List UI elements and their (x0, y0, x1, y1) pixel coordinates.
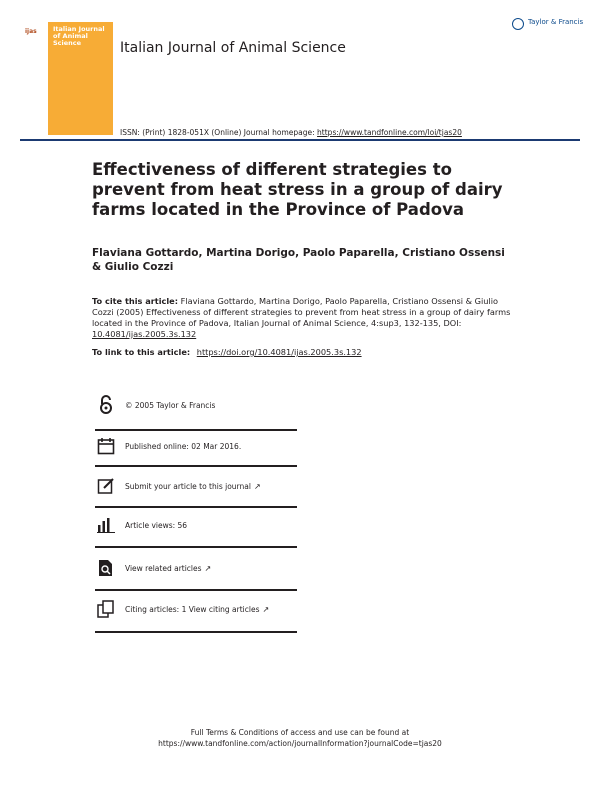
journal-homepage-link[interactable]: https://www.tandfonline.com/loi/tjas20 (317, 128, 462, 137)
citation-block (92, 296, 522, 340)
publisher-logo-icon (512, 18, 524, 30)
submit-article-link[interactable]: Submit your article to this journal (125, 481, 251, 491)
published-date: Published online: 02 Mar 2016. (125, 441, 242, 451)
cover-strip (20, 22, 48, 135)
cover-logo: ijas (25, 28, 37, 35)
issn-line (120, 128, 462, 137)
view-related-link[interactable]: View related articles (125, 563, 202, 573)
info-separator (95, 631, 297, 633)
edit-icon (95, 475, 117, 497)
article-link-label: To link to this article: (92, 347, 191, 357)
external-link-icon: ↗ (262, 604, 270, 614)
footer-terms-url[interactable]: https://www.tandfonline.com/action/journalInformation?journalCode=tjas20 (158, 739, 442, 748)
citing-articles-link[interactable]: Citing articles: 1 View citing articles (125, 604, 260, 614)
publisher-name: Taylor & Francis (528, 18, 584, 26)
citation-text: Flaviana Gottardo, Martina Dorigo, Paolo Paparella, Cristiano Ossensi & Giulio Cozzi (2005) Effectiveness of different strategies to prevent from heat stress in a group of dairy farms located in the Province of Padova, Italian Journal of Animal Science, 4:sup3, 132-135, DOI: (92, 296, 511, 328)
open-access-icon (95, 394, 117, 416)
related-search-icon (95, 557, 117, 579)
cover-title: Italian Journal of Animal Science (53, 25, 105, 47)
article-views: Article views: 56 (125, 520, 188, 530)
published-row (95, 427, 297, 465)
journal-cover (20, 22, 113, 135)
bar-chart-icon (95, 514, 117, 536)
header-rule (20, 139, 580, 141)
views-row (95, 506, 297, 544)
article-title: Effectiveness of different strategies to prevent from heat stress in a group of dairy farms located in the Province of Padova (92, 160, 503, 219)
external-link-icon: ↗ (253, 481, 261, 491)
citing-icon (95, 598, 117, 620)
related-row[interactable] (95, 549, 297, 587)
article-doi-url[interactable]: https://doi.org/10.4081/ijas.2005.3s.132 (196, 347, 362, 357)
submit-row[interactable] (95, 467, 297, 505)
copyright-row (95, 386, 297, 424)
citation-label: To cite this article: (92, 296, 178, 306)
external-link-icon: ↗ (204, 563, 212, 573)
footer-terms-text: Full Terms & Conditions of access and use can be found at (190, 728, 410, 737)
info-separator (95, 546, 297, 548)
footer (0, 727, 600, 749)
journal-title: Italian Journal of Animal Science (120, 40, 346, 56)
publisher-logo (512, 17, 584, 37)
article-link-line (92, 347, 362, 357)
article-authors: Flaviana Gottardo, Martina Dorigo, Paolo Paparella, Cristiano Ossensi & Giulio Cozzi (92, 247, 505, 273)
citing-row[interactable] (95, 590, 297, 628)
calendar-icon (95, 435, 117, 457)
copyright-text: © 2005 Taylor & Francis (125, 400, 216, 410)
issn-text: ISSN: (Print) 1828-051X (Online) Journal homepage: (120, 128, 315, 137)
citation-doi-link[interactable]: 10.4081/ijas.2005.3s.132 (92, 329, 197, 339)
